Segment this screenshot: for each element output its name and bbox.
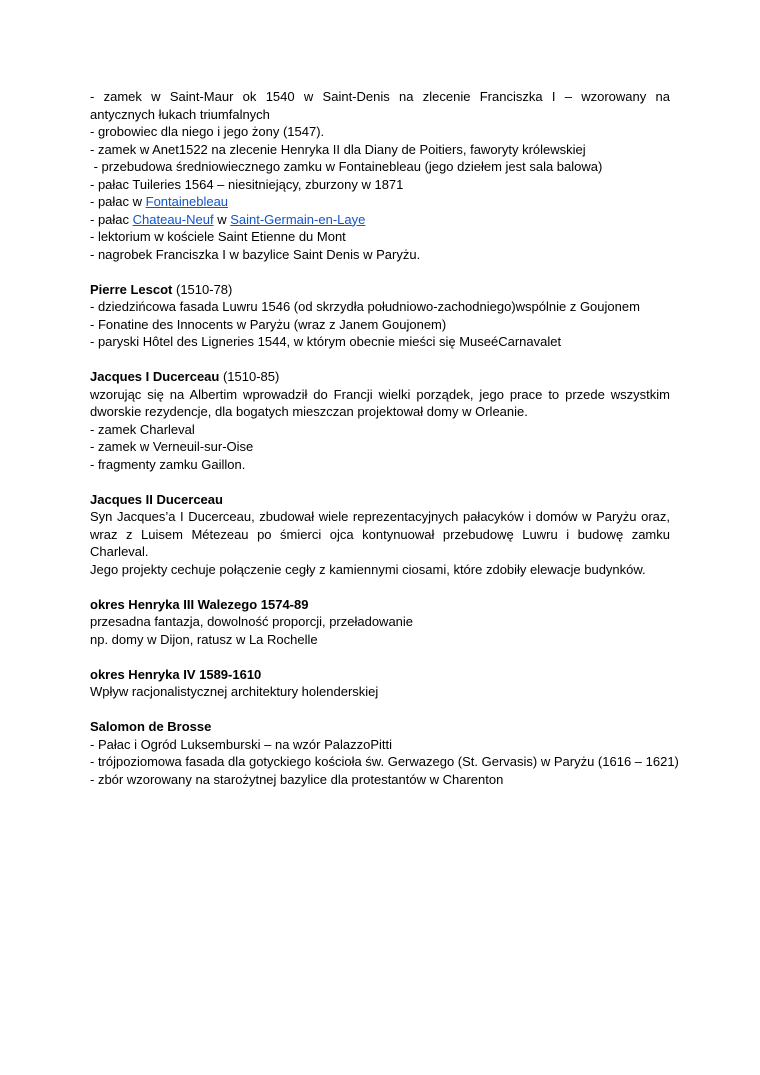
text-line: Jego projekty cechuje połączenie cegły z kamiennymi ciosami, które zdobiły elewacje budynków. — [90, 561, 646, 577]
text-line: - lektorium w kościele Saint Etienne du Mont — [90, 229, 346, 244]
text-line: - fragmenty zamku Gaillon. — [90, 456, 246, 472]
section-brosse — [90, 718, 679, 788]
text-line: - Fonatine des Innocents w Paryżu (wraz z Janem Goujonem) — [90, 316, 447, 332]
section-ducerceau-1 — [90, 368, 670, 473]
text-line: - trójpoziomowa fasada dla gotyckiego kościoła św. Gerwazego (St. Gervasis) w Paryżu (1616 – 1621) — [90, 754, 679, 769]
text-line: - dziedzińcowa fasada Luwru 1546 (od skrzydła południowo-zachodniego)wspólnie z Goujonem — [90, 299, 640, 314]
text-line: Wpływ racjonalistycznej architektury holenderskiej — [90, 684, 379, 699]
text-line: przesadna fantazja, dowolność proporcji, przeładowanie — [90, 614, 414, 629]
text-line: - Pałac i Ogród Luksemburski – na wzór PalazzoPitti — [90, 736, 393, 752]
heading-name: Jacques I Ducerceau — [90, 369, 220, 384]
section-delorme-works — [90, 88, 670, 263]
text-line: dworskie rezydencje, dla bogatych mieszczan projektował domy w Orleanie. — [90, 404, 528, 419]
section-heading: okres Henryka IV 1589-1610 — [90, 666, 262, 682]
document-page — [90, 88, 679, 788]
section-lescot — [90, 281, 670, 351]
section-heading: Jacques II Ducerceau — [90, 491, 223, 507]
text-line: wraz z Luisem Métezeau po śmierci ojca kontynuował przebudowę Luwru i budowę zamku Charleval. — [90, 526, 670, 559]
text-line: - przebudowa średniowiecznego zamku w Fontainebleau (jego dziełem jest sala balowa) — [90, 159, 603, 174]
section-heading — [90, 368, 670, 386]
section-heading — [90, 281, 670, 299]
link-fontainebleau[interactable]: Fontainebleau — [145, 194, 229, 209]
section-heading: Salomon de Brosse — [90, 719, 212, 734]
text-line: - zamek Charleval — [90, 421, 195, 437]
text-fragment: w — [213, 211, 231, 227]
text-fragment: - pałac w — [90, 194, 146, 209]
heading-years: (1510-85) — [219, 369, 280, 384]
text-line: - zbór wzorowany na starożytnej bazylice dla protestantów w Charenton — [90, 771, 504, 787]
section-ducerceau-2 — [90, 491, 670, 579]
text-line — [90, 193, 670, 211]
text-line: - grobowiec dla niego i jego żony (1547). — [90, 124, 325, 139]
link-saint-germain-en-laye[interactable]: Saint-Germain-en-Laye — [230, 211, 366, 227]
text-line — [90, 211, 670, 229]
section-heading: okres Henryka III Walezego 1574-89 — [90, 596, 309, 612]
text-line: np. domy w Dijon, ratusz w La Rochelle — [90, 631, 318, 647]
text-line: antycznych łukach triumfalnych — [90, 106, 270, 122]
section-henryk-3 — [90, 596, 670, 649]
heading-years: (1510-78) — [172, 281, 233, 297]
link-chateau-neuf[interactable]: Chateau-Neuf — [132, 211, 214, 227]
text-line: - zamek w Anet1522 na zlecenie Henryka II dla Diany de Poitiers, faworyty królewskiej — [90, 141, 586, 157]
text-fragment: - pałac — [90, 211, 133, 227]
text-line: Syn Jacques’a I Ducerceau, zbudował wiele reprezentacyjnych pałacyków i domów w Paryżu oraz, — [90, 509, 670, 524]
text-line: - zamek w Saint-Maur ok 1540 w Saint-Denis na zlecenie Franciszka I – wzorowany na — [90, 89, 670, 104]
section-henryk-4 — [90, 666, 670, 701]
text-line: - zamek w Verneuil-sur-Oise — [90, 439, 254, 454]
text-line: - pałac Tuileries 1564 – niesitniejący, zburzony w 1871 — [90, 176, 404, 192]
text-line: - paryski Hôtel des Ligneries 1544, w którym obecnie mieści się MuseéCarnavalet — [90, 334, 562, 349]
heading-name: Pierre Lescot — [90, 281, 173, 297]
text-line: wzorując się na Albertim wprowadził do Francji wielki porządek, jego prace to przede wszystkim — [90, 386, 670, 402]
text-line: - nagrobek Franciszka I w bazylice Saint Denis w Paryżu. — [90, 246, 421, 262]
